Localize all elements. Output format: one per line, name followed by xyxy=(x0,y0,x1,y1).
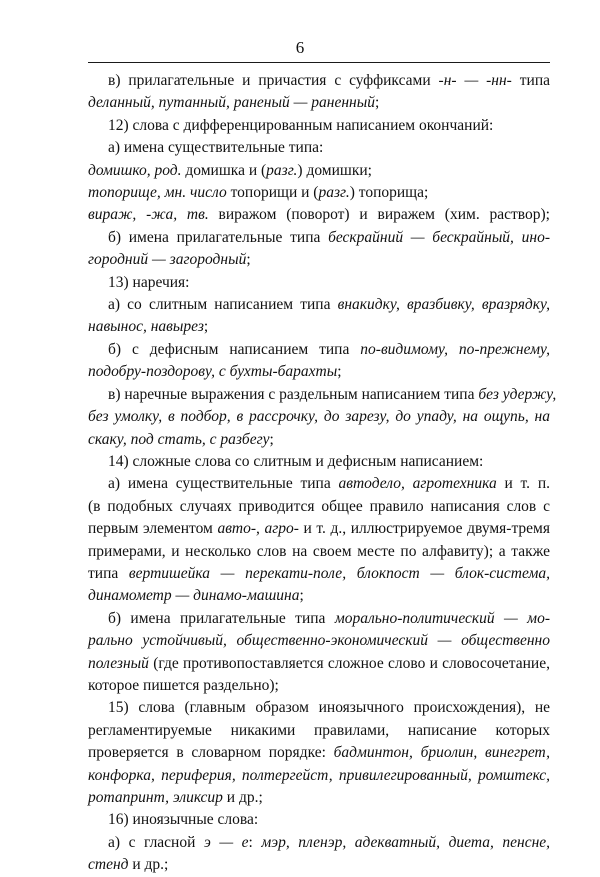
text-segment: б) с дефисным написанием типа xyxy=(108,340,361,358)
text-segment: 13) наречия: xyxy=(108,273,190,291)
text-segment: в) наречные выражения с раздельным написанием типа xyxy=(108,385,479,403)
text-segment: которое пишется раздельно); xyxy=(88,676,279,694)
italic-text: э — е xyxy=(203,833,249,851)
italic-text: автодело, агротехника xyxy=(338,475,497,493)
text-line xyxy=(88,765,550,787)
text-segment: б) имена прилагательные типа xyxy=(108,609,335,627)
italic-text: разг. xyxy=(318,184,350,202)
text-segment: ; xyxy=(269,430,274,448)
text-line xyxy=(88,518,550,540)
text-line xyxy=(88,630,550,652)
text-segment: типа xyxy=(88,564,129,582)
text-line xyxy=(88,406,550,428)
italic-text: вираж, -жа, тв. xyxy=(88,206,209,224)
text-line xyxy=(88,787,550,809)
italic-text: мэр, пленэр, адекватный, диета, пенсне, xyxy=(261,833,551,851)
text-line xyxy=(88,70,550,92)
italic-text: скаку, под стать, с разбегу xyxy=(88,430,270,448)
italic-text: подобру-поздорову, с бухты-барахты xyxy=(88,363,338,381)
text-segment: ; xyxy=(337,363,342,381)
text-segment: а) с гласной xyxy=(108,833,204,851)
italic-text: морально-политический — мо- xyxy=(334,609,550,627)
text-segment: ; xyxy=(374,94,380,112)
text-line xyxy=(88,697,550,719)
text-segment: (где противопоставляется сложное слово и словосочетание, xyxy=(148,654,550,672)
italic-text: динамометр — динамо-машина xyxy=(88,587,300,605)
text-line xyxy=(88,204,550,226)
text-segment: а) имена существительные типа xyxy=(108,475,339,493)
text-segment: 15) слова (главным образом иноязычного происхождения), не xyxy=(108,699,550,717)
text-line xyxy=(88,675,550,697)
italic-text: конфорка, периферия, полтергейст, привилегированный, ромштекс, xyxy=(88,766,550,784)
italic-text: домишко, род. xyxy=(88,161,182,179)
text-line xyxy=(88,854,550,876)
text-line xyxy=(88,339,550,361)
text-segment: 16) иноязычные слова: xyxy=(108,811,259,829)
page-body xyxy=(88,70,557,877)
text-line xyxy=(88,227,550,249)
text-line xyxy=(88,182,550,204)
text-segment: а) имена существительные типа: xyxy=(108,139,324,157)
text-segment: проверяется в словарном порядке: xyxy=(88,744,334,762)
text-segment: примерами, и несколько слов на своем месте по алфавиту); а также xyxy=(88,542,550,560)
italic-text: вертишейка — перекати-поле, блокпост — блок-система, xyxy=(128,564,551,582)
text-line xyxy=(88,563,550,585)
text-segment: : xyxy=(248,833,262,851)
italic-text: бескрайний — бескрайный, ино- xyxy=(328,228,550,246)
text-segment: ; xyxy=(246,251,251,269)
text-segment: и т. п. xyxy=(496,475,550,493)
text-segment: регламентируемые никакими правилами, написание которых xyxy=(88,721,550,739)
text-segment: б) имена прилагательные типа xyxy=(108,228,329,246)
text-segment: ) топорища; xyxy=(349,184,429,202)
page-number: 6 xyxy=(295,38,305,57)
italic-text: деланный, путанный, раненый — раненный xyxy=(88,94,375,112)
text-segment: домишка и ( xyxy=(181,161,267,179)
italic-text: навынос, навырез xyxy=(88,318,204,336)
italic-text: внакидку, вразбивку, вразрядку, xyxy=(337,296,550,314)
text-line xyxy=(88,384,557,406)
text-line xyxy=(88,608,550,630)
italic-text: разг. xyxy=(266,161,298,179)
text-line xyxy=(88,92,550,114)
text-line xyxy=(88,137,550,159)
text-line xyxy=(88,742,550,764)
text-segment: виражом (поворот) и виражем (хим. раствор); xyxy=(208,206,550,224)
text-line xyxy=(88,832,550,854)
text-line xyxy=(88,361,550,383)
text-line xyxy=(88,496,550,518)
text-segment: ; xyxy=(203,318,209,336)
text-segment: а) со слитным написанием типа xyxy=(108,296,338,314)
text-line xyxy=(88,160,550,182)
text-line xyxy=(88,720,550,742)
text-line xyxy=(88,115,550,137)
text-segment: (в подобных случаях приводится общее правило написания слов с xyxy=(88,497,550,515)
text-segment: и т. д., иллюстрируемое двумя-тремя xyxy=(298,520,550,538)
text-line xyxy=(88,585,550,607)
italic-text: рально устойчивый, общественно-экономический — общественно xyxy=(88,632,550,650)
text-segment: топорищи и ( xyxy=(226,184,319,202)
text-segment: типа xyxy=(511,72,550,89)
header-rule xyxy=(88,62,550,63)
italic-text: ротапринт, эликсир xyxy=(88,789,223,806)
italic-text: топорище, мн. число xyxy=(88,184,227,202)
text-line xyxy=(88,451,550,473)
italic-text: авто-, агро- xyxy=(217,520,299,538)
text-line xyxy=(88,249,550,271)
text-line xyxy=(88,809,550,831)
text-segment: и др.; xyxy=(128,856,169,874)
text-line xyxy=(88,294,550,316)
text-line xyxy=(88,272,550,294)
text-segment: первым элементом xyxy=(88,520,218,538)
text-line xyxy=(88,653,550,675)
text-segment: и др.; xyxy=(222,789,263,806)
text-line xyxy=(88,473,550,495)
text-line xyxy=(88,316,550,338)
italic-text: полезный xyxy=(88,654,149,672)
text-segment: в) прилагательные и причастия с суффиксами xyxy=(108,72,439,89)
text-segment: 14) сложные слова со слитным и дефисным написанием: xyxy=(108,452,484,470)
italic-text: -н- — -нн- xyxy=(438,72,512,89)
italic-text: без удержу, xyxy=(478,385,557,403)
italic-text: городний — загородный xyxy=(88,251,247,269)
italic-text: по-видимому, по-прежнему, xyxy=(360,340,550,358)
italic-text: бадминтон, бриолин, винегрет, xyxy=(333,744,550,762)
text-line xyxy=(88,429,550,451)
text-segment: ) домишки; xyxy=(297,161,372,179)
text-segment: ; xyxy=(299,587,304,605)
text-line xyxy=(88,541,550,563)
italic-text: без умолку, в подбор, в рассрочку, до зарезу, до упаду, на ощупь, на xyxy=(88,408,550,426)
text-segment: 12) слова с дифференцированным написанием окончаний: xyxy=(108,116,494,134)
italic-text: стенд xyxy=(88,856,129,874)
